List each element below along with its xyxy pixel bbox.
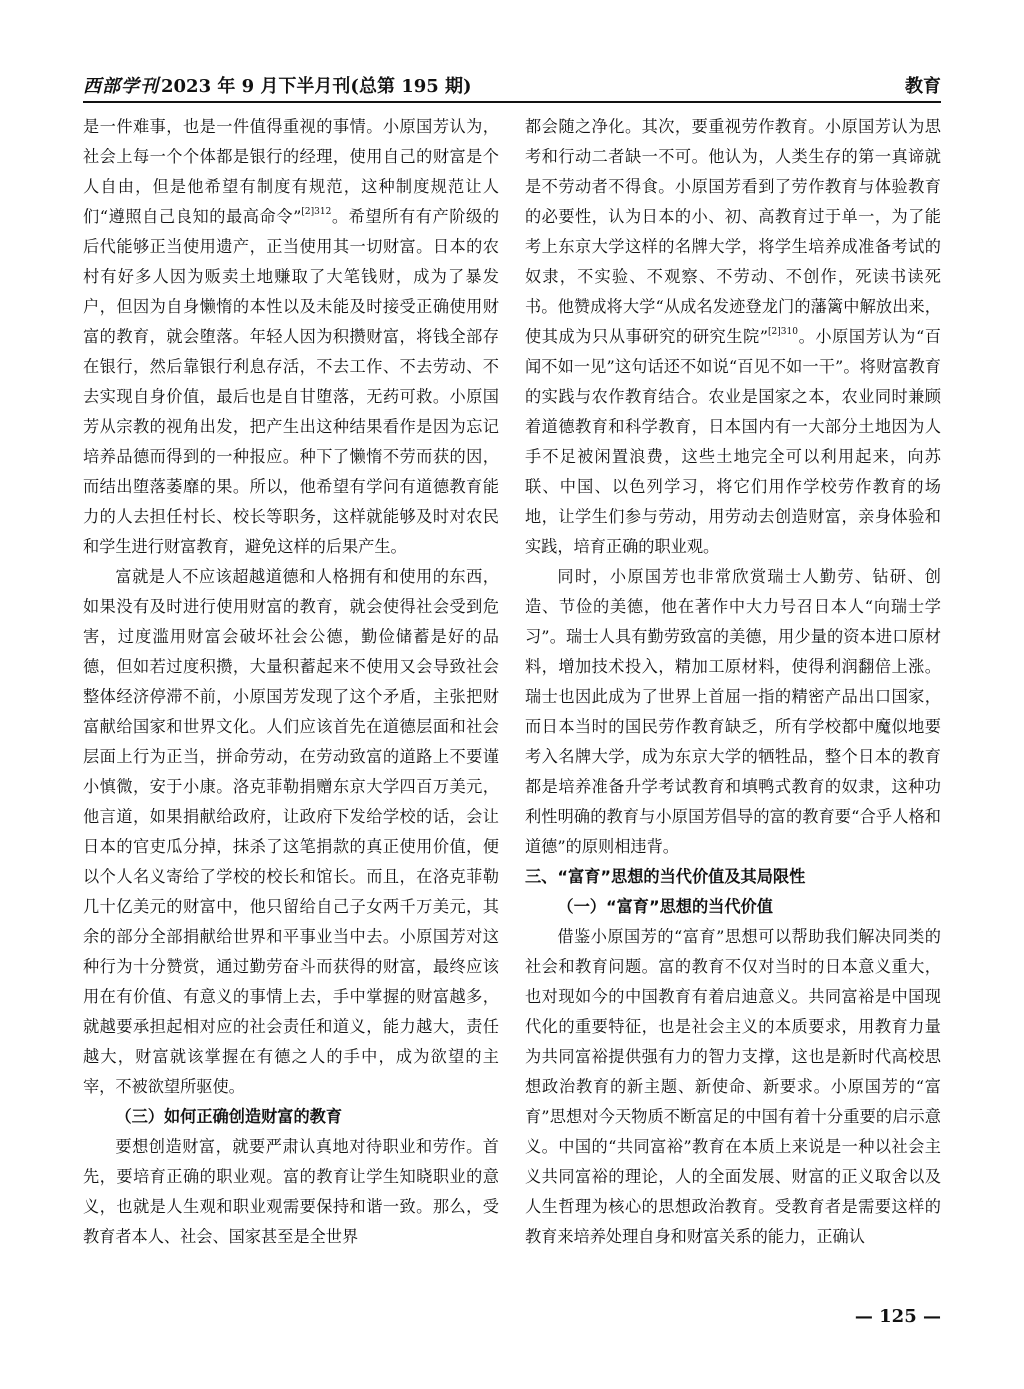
page-number: — 125 — — [854, 1306, 941, 1327]
subsection-heading: （一）“富育”思想的当代价值 — [557, 897, 773, 916]
section-heading: 三、“富育”思想的当代价值及其局限性 — [525, 867, 806, 886]
running-header — [83, 70, 941, 100]
paragraph: 借鉴小原国芳的“富育”思想可以帮助我们解决同类的社会和教育问题。富的教育不仅对当时的日本意义重大，也对现如今的中国教育有着启迪意义。共同富裕是中国现代化的重要特征，也是社会主义的本质要求，用教育力量为共同富裕提供强有力的智力支撑，这也是新时代高校思想政治教育的新主题、新使命、新要求。小原国芳的“富育”思想对今天物质不断富足的中国有着十分重要的启示意义。中国的“共同富裕”教育在本质上来说是一种以社会主义共同富裕的理论，人的全面发展、财富的正义取舍以及人生哲理为核心的思想政治教育。受教育者是需要这样的教育来培养处理自身和财富关系的能力，正确认 — [525, 927, 941, 1246]
header-rule — [83, 101, 941, 103]
citation: [2]312 — [301, 207, 332, 217]
paragraph: 要想创造财富，就要严肃认真地对待职业和劳作。首先，要培育正确的职业观。富的教育让学生知晓职业的意义，也就是人生观和职业观需要保持和谐一致。那么，受教育者本人、社会、国家甚至是全世界 — [83, 1137, 499, 1246]
journal-name: 西部学刊 — [83, 76, 159, 97]
subsection-heading: （三）如何正确创造财富的教育 — [115, 1107, 343, 1126]
citation: [2]310 — [768, 327, 798, 337]
paragraph: 同时，小原国芳也非常欣赏瑞士人勤劳、钻研、创造、节俭的美德，他在著作中大力号召日本人“向瑞士学习”。瑞士人具有勤劳致富的美德，用少量的资本进口原材料，增加技术投入，精加工原材料，使得利润翻倍上涨。瑞士也因此成为了世界上首屈一指的精密产品出口国家，而日本当时的国民劳作教育缺乏，所有学校都中魔似地要考入名牌大学，成为东京大学的牺牲品，整个日本的教育都是培养准备升学考试教育和填鸭式教育的奴隶，这种功利性明确的教育与小原国芳倡导的富的教育要“合乎人格和道德”的原则相违背。 — [525, 567, 941, 856]
paragraph: 富就是人不应该超越道德和人格拥有和使用的东西，如果没有及时进行使用财富的教育，就会使得社会受到危害，过度滥用财富会破坏社会公德，勤俭储蓄是好的品德，但如若过度积攒，大量积蓄起来不使用又会导致社会整体经济停滞不前，小原国芳发现了这个矛盾，主张把财富献给国家和世界文化。人们应该首先在道德层面和社会层面上行为正当，拼命劳动，在劳动致富的道路上不要谨小慎微，安于小康。洛克菲勒捐赠东京大学四百万美元，他言道，如果捐献给政府，让政府下发给学校的话，会让日本的官吏瓜分掉，抹杀了这笔捐款的真正使用价值，便以个人名义寄给了学校的校长和馆长。而且，在洛克菲勒几十亿美元的财富中，他只留给自己子女两千万美元，其余的部分全部捐献给世界和平事业当中去。小原国芳对这种行为十分赞赏，通过勤劳奋斗而获得的财富，最终应该用在有价值、有意义的事情上去，手中掌握的财富越多，就越要承担起相对应的社会责任和道义，能力越大，责任越大，财富就该掌握在有德之人的手中，成为欲望的主宰，不被欲望所驱使。 — [83, 567, 499, 1096]
journal-issue — [83, 72, 472, 98]
paragraph: 是一件难事，也是一件值得重视的事情。小原国芳认为，社会上每一个个体都是银行的经理，使用自己的财富是个人自由，但是他希望有制度有规范，这种制度规范让人们“遵照自己良知的最高命令”$^{[2]312}$。希望所有有产阶级的后代能够正当使用遗产，正当使用其一切财富。日本的农村有好多人因为贩卖土地赚取了大笔钱财，成为了暴发户，但因为自身懒惰的本性以及未能及时接受正确使用财富的教育，就会堕落。年轻人因为积攒财富，将钱全部存在银行，然后靠银行利息存活，不去工作、不去劳动、不去实现自身价值，最后也是自甘堕落，无药可救。小原国芳从宗教的视角出发，把产生出这种结果看作是因为忘记培养品德而得到的一种报应。种下了懒惰不劳而获的因，而结出堕落萎靡的果。所以，他希望有学问有道德教育能力的人去担任村长、校长等职务，这样就能够及时对农民和学生进行财富教育，避免这样的后果产生。 — [83, 117, 500, 556]
left-column — [83, 112, 499, 1252]
paragraph: 都会随之净化。其次，要重视劳作教育。小原国芳认为思考和行动二者缺一不可。他认为，人类生存的第一真谛就是不劳动者不得食。小原国芳看到了劳作教育与体验教育的必要性，认为日本的小、初、高教育过于单一，为了能考上东京大学这样的名牌大学，将学生培养成准备考试的奴隶，不实验、不观察、不劳动、不创作，死读书读死书。他赞成将大学“从成名发迹登龙门的藩篱中解放出来，使其成为只从事研究的研究生院”$^{[2]310}$。小原国芳认为“百闻不如一见”这句话还不如说“百见不如一干”。将财富教育的实践与农作教育结合。农业是国家之本，农业同时兼顾着道德教育和科学教育，日本国内有一大部分土地因为人手不足被闲置浪费，这些土地完全可以利用起来，向苏联、中国、以色列学习，将它们用作学校劳作教育的场地，让学生们参与劳动，用劳动去创造财富，亲身体验和实践，培育正确的职业观。 — [525, 117, 941, 556]
section-label: 教育 — [905, 76, 941, 97]
right-column — [525, 112, 941, 1252]
issue-info: 2023 年 9 月下半月刊(总第 195 期) — [161, 76, 472, 97]
